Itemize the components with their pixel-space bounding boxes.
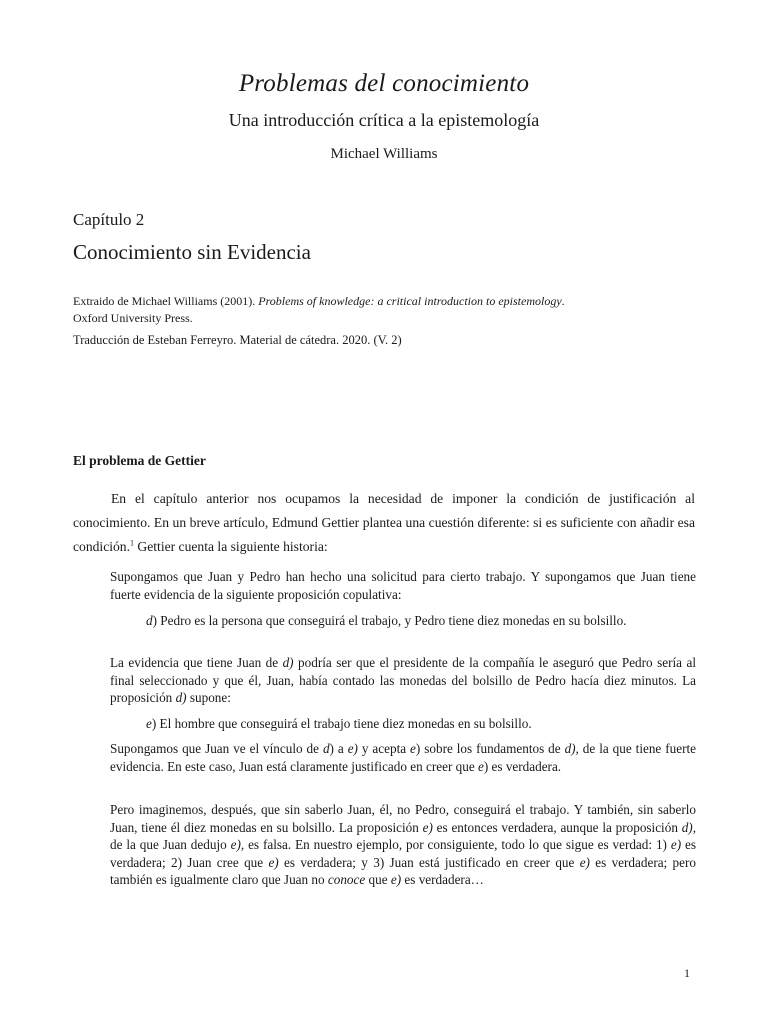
p2-text-a: La evidencia que tiene Juan de <box>110 655 283 670</box>
p4-text-g: es verdadera; y 3) Juan está justificado en creer que <box>278 854 580 870</box>
quote-paragraph-3 <box>110 740 696 775</box>
book-title: Problemas del conocimiento <box>238 70 530 97</box>
p4-text-f: es verdadera; 2) Juan cree que <box>110 837 697 870</box>
p4-ref-e2: e), <box>230 837 245 852</box>
source-work-title: Problems of knowledge: a critical introduction to epistemology <box>258 294 562 308</box>
proposition-d-label: d <box>146 613 153 628</box>
p4-conoce: conoce <box>327 872 366 887</box>
p4-text-i: que <box>365 872 391 887</box>
source-suffix: . <box>561 294 565 308</box>
section-heading: El problema de Gettier <box>73 453 206 468</box>
p2-text-b: podría ser que el presidente de la compañía le aseguró que Pedro sería al final seleccionado y que él, Juan, había contado las monedas del bolsillo de Pedro hacía diez minutos. La proposición <box>110 655 696 705</box>
p4-text-a: Pero imaginemos, después, que sin saberlo Juan, él, no Pedro, conseguirá el trabajo. Y también, sin saberlo Juan, tiene él diez monedas en su bolsillo. La proposición <box>110 802 696 835</box>
p4-ref-e6: e) <box>390 872 402 887</box>
proposition-e-text: ) El hombre que conseguirá el trabajo tiene diez monedas en su bolsillo. <box>151 716 532 731</box>
source-publisher: Oxford University Press. <box>73 311 193 325</box>
p3-text-f: de la que tiene fuerte evidencia. En este caso, Juan está claramente justificado en creer que <box>110 741 696 774</box>
p3-text-a: Supongamos que Juan ve el vínculo de <box>110 741 323 756</box>
p4-text-d: es falsa. En nuestro ejemplo, por consiguiente, todo lo que sigue es verdad: 1) <box>244 837 671 852</box>
chapter-label: Capítulo 2 <box>73 210 145 229</box>
proposition-e <box>146 715 696 733</box>
quote-paragraph-1: Supongamos que Juan y Pedro han hecho una solicitud para cierto trabajo. Y supongamos que Juan tiene fuerte evidencia de la siguiente proposición copulativa: <box>110 569 696 602</box>
p4-ref-e4: e) <box>268 854 279 870</box>
p3-ref-d3: d), <box>564 741 579 756</box>
p4-ref-e: e) <box>422 819 433 835</box>
p3-text-c: y acepta <box>357 741 411 756</box>
proposition-e-label: e <box>146 716 152 731</box>
p4-text-h: es verdadera; pero también es igualmente claro que Juan no <box>110 854 696 887</box>
p4-ref-e5: e) <box>579 854 590 870</box>
proposition-d-text: ) Pedro es la persona que conseguirá el trabajo, y Pedro tiene diez monedas en su bolsillo. <box>152 613 627 628</box>
intro-tail: Gettier cuenta la siguiente historia: <box>134 539 328 554</box>
p4-ref-e3: e) <box>670 837 682 852</box>
p3-text-d: ) sobre los fundamentos de <box>415 741 565 756</box>
chapter-title: Conocimiento sin Evidencia <box>73 240 311 264</box>
p2-ref-d2: d) <box>175 690 187 705</box>
quote-paragraph-4 <box>110 801 696 889</box>
author-name: Michael Williams <box>330 146 438 162</box>
p3-ref-e2: e <box>410 741 416 756</box>
source-citation <box>73 293 673 327</box>
intro-paragraph <box>73 487 695 559</box>
book-subtitle: Una introducción crítica a la epistemología <box>228 110 540 130</box>
p4-text-c: de la que Juan dedujo <box>110 837 231 852</box>
p4-ref-d: d), <box>681 819 696 835</box>
p4-text-b: es entonces verdadera, aunque la proposición <box>432 819 682 835</box>
page-number: 1 <box>684 966 690 980</box>
p3-ref-e: e) <box>347 741 358 756</box>
p2-ref-d: d) <box>282 655 294 670</box>
p4-text-j: es verdadera… <box>401 872 484 887</box>
p3-text-b: ) a <box>329 741 348 756</box>
p3-ref-e3: e <box>477 758 484 774</box>
quote-paragraph-2 <box>110 654 696 707</box>
p3-text-g: ) es verdadera. <box>483 758 562 774</box>
proposition-d <box>146 612 696 630</box>
intro-text: En el capítulo anterior nos ocupamos la necesidad de imponer la condición de justificación al conocimiento. En un breve artículo, Edmund Gettier plantea una cuestión diferente: si es suficiente con añadir esa condición. <box>73 491 695 554</box>
p2-text-c: supone: <box>186 690 231 705</box>
p3-ref-d: d <box>322 741 330 756</box>
source-prefix: Extraido de Michael Williams (2001). <box>73 294 259 308</box>
footnote-marker[interactable]: 1 <box>130 538 135 548</box>
translation-note: Traducción de Esteban Ferreyro. Material de cátedra. 2020. (V. 2) <box>73 333 402 347</box>
